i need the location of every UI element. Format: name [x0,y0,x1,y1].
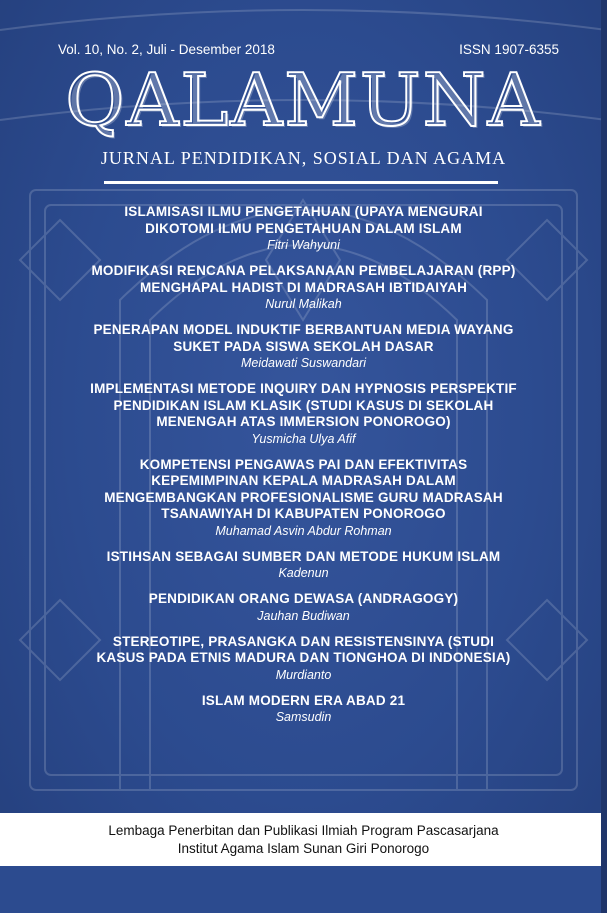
article-item [0,204,607,253]
publisher-line-2: Institut Agama Islam Sunan Giri Ponorogo [177,841,430,856]
title-divider [104,181,498,184]
article-title: KOMPETENSI PENGAWAS PAI DAN EFEKTIVITAS KEPEMIMPINAN KEPALA MADRASAH DALAM MENGEMBANGKAN PROFESIONALISME GURU MADRASAH TSANAWIYAH DI KABUPATEN PONOROGO [104,456,503,521]
article-author: Meidawati Suswandari [240,356,367,370]
journal-subtitle: JURNAL PENDIDIKAN, SOSIAL DAN AGAMA [100,148,507,168]
bottom-band [0,866,607,913]
article-item [0,549,607,582]
article-item [0,457,607,539]
publisher-line-1: Lembaga Penerbitan dan Publikasi Ilmiah Program Pascasarjana [108,823,499,838]
article-author: Yusmicha Ulya Afif [251,431,356,446]
article-title: STEREOTIPE, PRASANGKA DAN RESISTENSINYA (STUDI KASUS PADA ETNIS MADURA DAN TIONGHOA DI INDONESIA) [96,633,511,665]
article-title: ISLAM MODERN ERA ABAD 21 [201,692,406,708]
article-item [0,263,607,312]
page-edge [601,0,607,913]
journal-title: QALAMUNA [65,58,542,142]
article-item [0,693,607,726]
article-item [0,591,607,624]
publisher-footer [0,813,607,866]
article-item [0,381,607,447]
article-title: MODIFIKASI RENCANA PELAKSANAAN PEMBELAJARAN (RPP) MENGHAPAL HADIST DI MADRASAH IBTIDAIYAH [91,263,516,295]
article-title: ISTIHSAN SEBAGAI SUMBER DAN METODE HUKUM ISLAM [106,548,501,564]
article-title: ISLAMISASI ILMU PENGETAHUAN (UPAYA MENGURAI DIKOTOMI ILMU PENGETAHUAN DALAM ISLAM [124,204,483,236]
article-author: Samsudin [275,710,332,724]
article-author: Fitri Wahyuni [267,238,340,252]
volume-info: Vol. 10, No. 2, Juli - Desember 2018 [58,42,275,57]
article-author: Kadenun [278,566,329,580]
article-title: PENDIDIKAN ORANG DEWASA (ANDRAGOGY) [148,591,459,606]
article-author: Nurul Malikah [265,297,342,311]
article-item [0,634,607,683]
issn-number: ISSN 1907-6355 [459,42,559,57]
article-item [0,322,607,371]
article-author: Muhamad Asvin Abdur Rohman [215,523,392,538]
article-author: Murdianto [275,667,332,682]
article-list [0,204,607,735]
article-title: IMPLEMENTASI METODE INQUIRY DAN HYPNOSIS PERSPEKTIF PENDIDIKAN ISLAM KLASIK (STUDI KASUS DI SEKOLAH MENENGAH ATAS IMMERSION PONOROGO) [90,381,517,429]
article-title: PENERAPAN MODEL INDUKTIF BERBANTUAN MEDIA WAYANG SUKET PADA SISWA SEKOLAH DASAR [93,322,514,354]
article-author: Jauhan Budiwan [257,608,350,623]
